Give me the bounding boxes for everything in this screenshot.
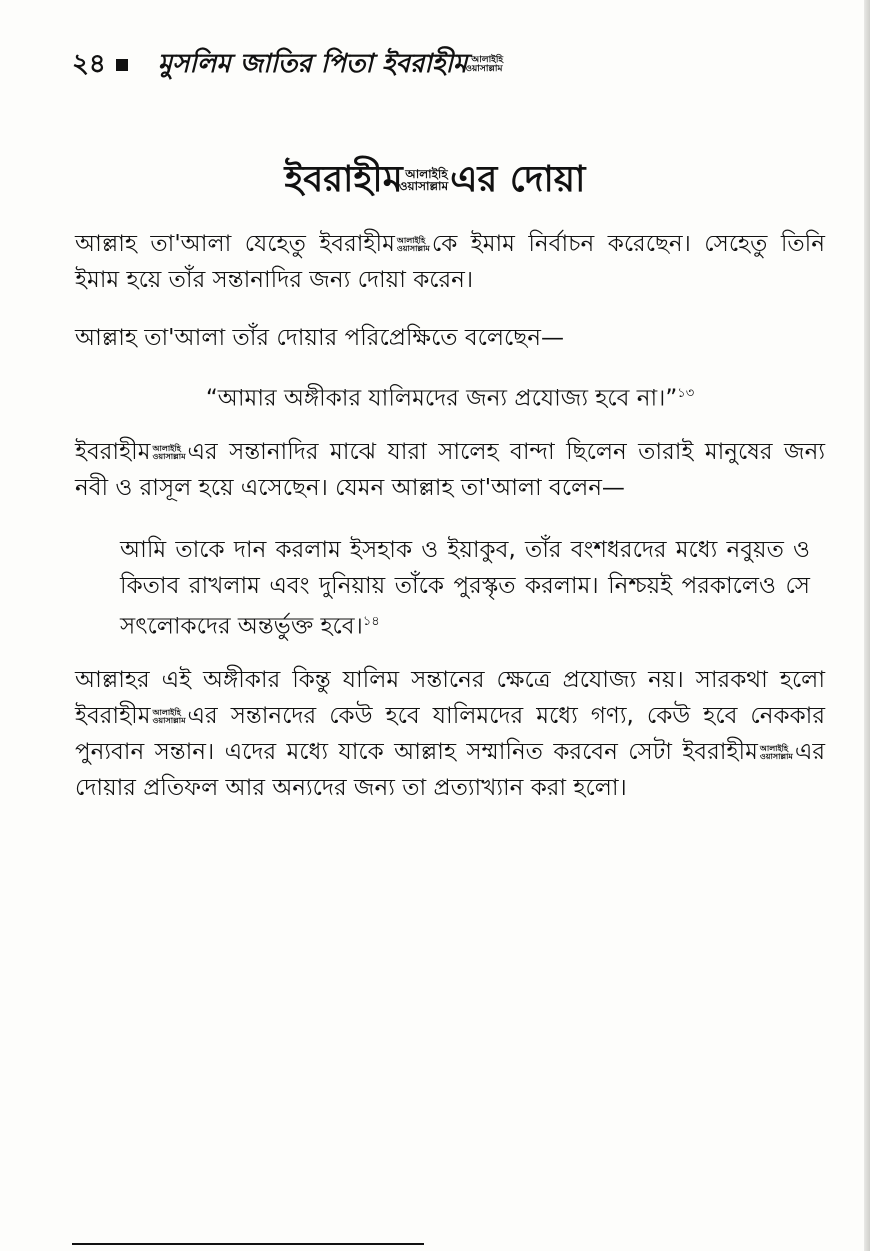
honorific-bottom: ওয়াসাল্লাম [152,715,186,725]
honorific-top: আলাইহি [471,55,504,65]
paragraph-text: এর দোয়ার প্রতিফল আর অন্যদের জন্য তা প্রত্যাখ্যান করা হলো। [75,739,825,801]
honorific-top: আলাইহি [396,235,426,245]
paragraph-text: কে ইমাম নির্বাচন করেছেন। সেহেতু তিনি ইমাম হয়ে তাঁর সন্তানাদির জন্য দোয়া করেন। [75,231,825,293]
paragraph-text: আল্লাহর এই অঙ্গীকার কিন্তু যালিম সন্তানের ক্ষেত্রে প্রযোজ্য নয়। সারকথা হলো ইবরাহীম [75,667,825,729]
footnote-ref: ১৩ [677,386,695,401]
quote-1 [75,376,825,417]
section-title [0,152,870,212]
square-bullet-icon [116,59,128,71]
honorific-top: আলাইহি [152,443,181,453]
paragraph-text: এর সন্তানাদির মাঝে যারা সালেহ বান্দা ছিলেন তারাই মানুষের জন্য নবী ও রাসূল হয়ে এসেছেন। যেমন আল্লাহ তা'আলা বলেন— [75,439,825,501]
header-honorific [465,55,504,74]
running-header [72,44,832,86]
footnote-divider [72,1243,424,1245]
paragraph-text: এর সন্তানদের কেউ হবে যালিমদের মধ্যে গণ্য, কেউ হবে নেককার পুন্যবান সন্তান। এদের মধ্যে যাকে আল্লাহ সম্মানিত করবেন সেটা ইবরাহীম [75,703,825,765]
honorific-mark [760,745,793,761]
honorific-bottom: ওয়াসাল্লাম [465,64,503,74]
honorific-bottom: ওয়াসাল্লাম [398,179,449,193]
honorific-mark [153,709,186,725]
paragraph-3 [75,434,825,506]
title-name: ইবরাহীম [284,159,403,200]
honorific-mark [153,445,186,461]
honorific-top: আলাইহি [759,743,789,753]
paragraph-4 [75,662,825,806]
honorific-mark [397,237,430,253]
honorific-bottom: ওয়াসাল্লাম [152,451,186,461]
honorific-top: আলাইহি [152,707,181,717]
footnote-ref: ১৪ [362,614,380,629]
paragraph-1 [75,226,825,298]
page-number: ২৪ [72,49,106,79]
paragraph-2: আল্লাহ তা'আলা তাঁর দোয়ার পরিপ্রেক্ষিতে বলেছেন— [75,325,564,351]
title-suffix: এর দোয়া [450,159,586,200]
honorific-bottom: ওয়াসাল্লাম [759,751,793,761]
title-honorific [398,167,449,193]
quote-2 [120,532,810,645]
honorific-bottom: ওয়াসাল্লাম [396,243,430,253]
running-title: মুসলিম জাতির পিতা ইবরাহীম [157,49,468,79]
paragraph-text: আল্লাহ তা'আলা যেহেতু ইবরাহীম [75,231,395,257]
paragraph-text: ইবরাহীম [75,439,151,465]
quote-text: আমি তাকে দান করলাম ইসহাক ও ইয়াকুব, তাঁর বংশধরদের মধ্যে নবুয়ত ও কিতাব রাখলাম এবং দুনিয়ায় তাঁকে পুরস্কৃত করলাম। নিশ্চয়ই পরকালেও সে সৎলোকদের অন্তর্ভুক্ত হবে। [120,537,810,640]
honorific-top: আলাইহি [405,167,448,181]
quote-text: “আমার অঙ্গীকার যালিমদের জন্য প্রযোজ্য হবে না।” [205,385,678,412]
